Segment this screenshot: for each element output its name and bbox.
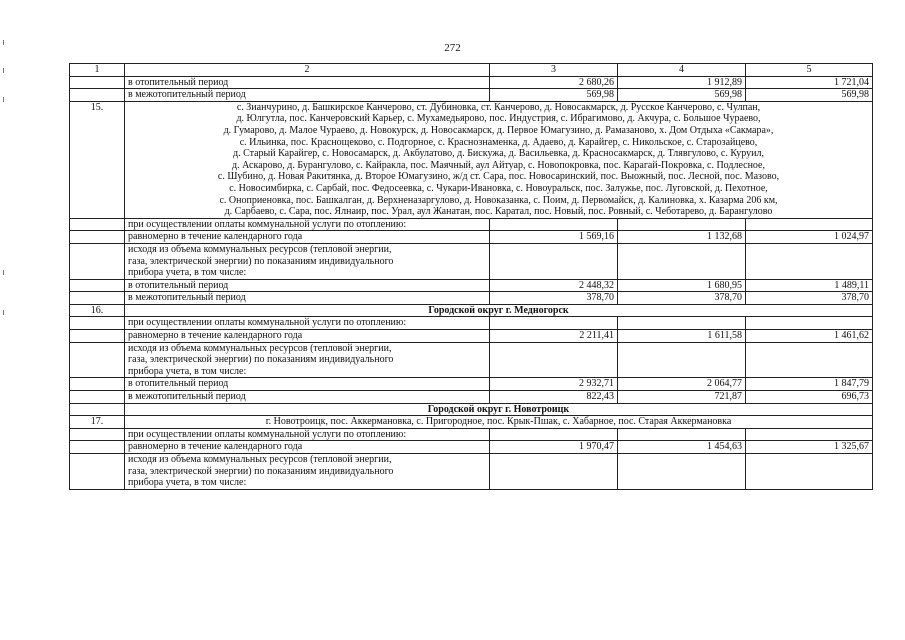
- value-cell: 378,70: [490, 292, 618, 305]
- label-line: прибора учета, в том числе:: [128, 477, 247, 489]
- locality-line: д. Аскарово, д. Бурангулово, с. Кайракла, пос. Маячный, аул Айтуар, с. Новопокровка, пос. Карагай-Покровка, с. Подлесное,: [232, 159, 765, 171]
- row-number-cell: [70, 342, 125, 378]
- value-cell: 569,98: [618, 89, 746, 102]
- value-cell: 1 611,58: [618, 330, 746, 343]
- table-row: [70, 378, 873, 391]
- row-label-cell: в отопительный период: [125, 279, 490, 292]
- value-cell: [490, 428, 618, 441]
- value-cell: 1 461,62: [746, 330, 873, 343]
- row-label-cell: равномерно в течение календарного года: [125, 231, 490, 244]
- table-row: [70, 304, 873, 317]
- header-col-3: 3: [490, 64, 618, 77]
- margin-mark: [3, 40, 4, 45]
- value-cell: 1 454,63: [618, 441, 746, 454]
- value-cell: 2 064,77: [618, 378, 746, 391]
- value-cell: 1 024,97: [746, 231, 873, 244]
- value-cell: [618, 218, 746, 231]
- value-cell: [746, 342, 873, 378]
- row-label-cell: при осуществлении оплаты коммунальной услуги по отоплению:: [125, 428, 490, 441]
- value-cell: 569,98: [490, 89, 618, 102]
- value-cell: [490, 454, 618, 490]
- value-cell: 1 680,95: [618, 279, 746, 292]
- row-label-cell: равномерно в течение календарного года: [125, 330, 490, 343]
- locality-line: д. Старый Карайгер, с. Новосамарск, д. Акбулатово, д. Бискужа, д. Васильевка, д. Красносакмарск, д. Тлявгулово, с. Куруил,: [233, 148, 764, 160]
- value-cell: 1 489,11: [746, 279, 873, 292]
- label-line: прибора учета, в том числе:: [128, 267, 247, 279]
- row-label-cell: равномерно в течение календарного года: [125, 441, 490, 454]
- table-row: [70, 342, 873, 378]
- row-number-cell: [70, 279, 125, 292]
- row-number-cell: [70, 454, 125, 490]
- value-cell: [618, 454, 746, 490]
- table-row: [70, 279, 873, 292]
- table-row: [70, 441, 873, 454]
- value-cell: 378,70: [746, 292, 873, 305]
- row-number-cell: [70, 231, 125, 244]
- margin-mark: [3, 68, 4, 73]
- value-cell: 2 932,71: [490, 378, 618, 391]
- row-label-cell: [125, 342, 490, 378]
- row-label-cell: [125, 243, 490, 279]
- locality-line: г. Новотроицк, пос. Аккермановка, с. Пригородное, пос. Крык-Пшак, с. Хабарное, пос. Старая Аккермановка: [265, 416, 732, 428]
- locality-line: д. Сарбаево, с. Сара, пос. Ялнаир, пос. Урал, аул Жанатан, пос. Каратал, пос. Новый, пос. Ровный, с. Чеботарево, д. Барангулово: [224, 206, 773, 218]
- locality-list-cell: [125, 101, 873, 218]
- locality-line: с. Оноприеновка, пос. Башкалган, д. Верхненазаргулово, д. Новоказанка, с. Поим, д. Первомайск, д. Калиновка, х. Казарма 206 км,: [219, 194, 778, 206]
- label-line: газа, электрической энергии) по показаниям индивидуального: [128, 255, 394, 267]
- row-number-cell: 15.: [70, 101, 125, 218]
- value-cell: 1 847,79: [746, 378, 873, 391]
- table-row: [70, 101, 873, 218]
- value-cell: [618, 317, 746, 330]
- row-label-cell: в межотопительный период: [125, 391, 490, 404]
- value-cell: [746, 428, 873, 441]
- value-cell: 569,98: [746, 89, 873, 102]
- value-cell: 1 721,04: [746, 76, 873, 89]
- value-cell: [746, 218, 873, 231]
- row-label-cell: в межотопительный период: [125, 89, 490, 102]
- locality-line: с. Ильинка, пос. Краснощеково, с. Подгорное, с. Краснознаменка, д. Адаево, д. Карайгер, с. Никольское, с. Старозайцево,: [239, 136, 758, 148]
- value-cell: [746, 317, 873, 330]
- value-cell: 1 132,68: [618, 231, 746, 244]
- row-number-cell: [70, 76, 125, 89]
- locality-line: с. Новосимбирка, с. Сарбай, пос. Федосеевка, с. Чукари-Ивановка, с. Новоуральск, пос. Залужье, пос. Луговской, д. Пехотное,: [229, 182, 768, 194]
- header-col-1: 1: [70, 64, 125, 77]
- row-label-cell: при осуществлении оплаты коммунальной услуги по отоплению:: [125, 218, 490, 231]
- row-label-cell: при осуществлении оплаты коммунальной услуги по отоплению:: [125, 317, 490, 330]
- value-cell: [490, 342, 618, 378]
- label-line: исходя из объема коммунальных ресурсов (тепловой энергии,: [128, 454, 392, 465]
- table-row: [70, 89, 873, 102]
- table-row: [70, 454, 873, 490]
- row-number-cell: 16.: [70, 304, 125, 317]
- locality-list-cell: [125, 416, 873, 429]
- label-line: исходя из объема коммунальных ресурсов (тепловой энергии,: [128, 342, 392, 354]
- row-number-cell: [70, 378, 125, 391]
- value-cell: 1 912,89: [618, 76, 746, 89]
- value-cell: 1 325,67: [746, 441, 873, 454]
- row-label-cell: [125, 454, 490, 490]
- header-col-4: 4: [618, 64, 746, 77]
- value-cell: 2 680,26: [490, 76, 618, 89]
- value-cell: [618, 243, 746, 279]
- value-cell: 721,87: [618, 391, 746, 404]
- value-cell: 696,73: [746, 391, 873, 404]
- margin-mark: [3, 270, 4, 275]
- locality-line: с. Зианчурино, д. Башкирское Канчерово, ст. Дубиновка, ст. Канчерово, д. Новосакмарск, д. Русское Канчерово, с. Чулпан,: [236, 101, 761, 113]
- margin-mark: [3, 97, 4, 102]
- value-cell: 1 569,16: [490, 231, 618, 244]
- section-title-cell: Городской округ г. Медногорск: [125, 304, 873, 317]
- row-number-cell: [70, 218, 125, 231]
- row-number-cell: [70, 391, 125, 404]
- value-cell: [746, 243, 873, 279]
- table-row: [70, 330, 873, 343]
- table-row: [70, 403, 873, 416]
- label-line: газа, электрической энергии) по показаниям индивидуального: [128, 465, 394, 477]
- table-row: [70, 391, 873, 404]
- row-number-cell: [70, 428, 125, 441]
- row-label-cell: в межотопительный период: [125, 292, 490, 305]
- table-row: [70, 317, 873, 330]
- tariff-table: [69, 63, 873, 490]
- section-title-cell: Городской округ г. Новотроицк: [125, 403, 873, 416]
- row-number-cell: [70, 317, 125, 330]
- value-cell: [618, 342, 746, 378]
- table-header-row: [70, 64, 873, 77]
- row-number-cell: [70, 89, 125, 102]
- row-number-cell: [70, 403, 125, 416]
- table-row: [70, 428, 873, 441]
- label-line: газа, электрической энергии) по показаниям индивидуального: [128, 354, 394, 366]
- value-cell: [490, 218, 618, 231]
- margin-mark: [3, 310, 4, 315]
- row-number-cell: [70, 330, 125, 343]
- label-line: прибора учета, в том числе:: [128, 365, 247, 377]
- row-number-cell: [70, 292, 125, 305]
- value-cell: 2 448,32: [490, 279, 618, 292]
- value-cell: 1 970,47: [490, 441, 618, 454]
- value-cell: 2 211,41: [490, 330, 618, 343]
- locality-line: с. Шубино, д. Новая Ракитянка, д. Второе Юмагузино, ж/д ст. Сара, пос. Новосаринский, пос. Выожный, пос. Лесной, пос. Мазово,: [217, 171, 780, 183]
- header-col-2: 2: [125, 64, 490, 77]
- table-row: [70, 292, 873, 305]
- row-number-cell: [70, 441, 125, 454]
- row-label-cell: в отопительный период: [125, 378, 490, 391]
- page-number: 272: [444, 42, 461, 54]
- value-cell: [490, 317, 618, 330]
- label-line: исходя из объема коммунальных ресурсов (тепловой энергии,: [128, 243, 392, 255]
- header-col-5: 5: [746, 64, 873, 77]
- table-row: [70, 76, 873, 89]
- value-cell: 378,70: [618, 292, 746, 305]
- table-row: [70, 416, 873, 429]
- locality-line: д. Юлгутла, пос. Канчеровский Карьер, с. Мухамедьярово, пос. Индустрия, с. Ибрагимово, д. Акчура, с. Большое Чураево,: [236, 113, 761, 125]
- table-row: [70, 218, 873, 231]
- row-number-cell: [70, 243, 125, 279]
- value-cell: 822,43: [490, 391, 618, 404]
- table-row: [70, 231, 873, 244]
- row-number-cell: 17.: [70, 416, 125, 429]
- row-label-cell: в отопительный период: [125, 76, 490, 89]
- value-cell: [618, 428, 746, 441]
- locality-line: д. Гумарово, д. Малое Чураево, д. Новокурск, д. Новосакмарск, д. Первое Юмагузино, д. Рамазаново, х. Дом Отдыха «Сакмара»,: [223, 124, 774, 136]
- value-cell: [746, 454, 873, 490]
- table-row: [70, 243, 873, 279]
- value-cell: [490, 243, 618, 279]
